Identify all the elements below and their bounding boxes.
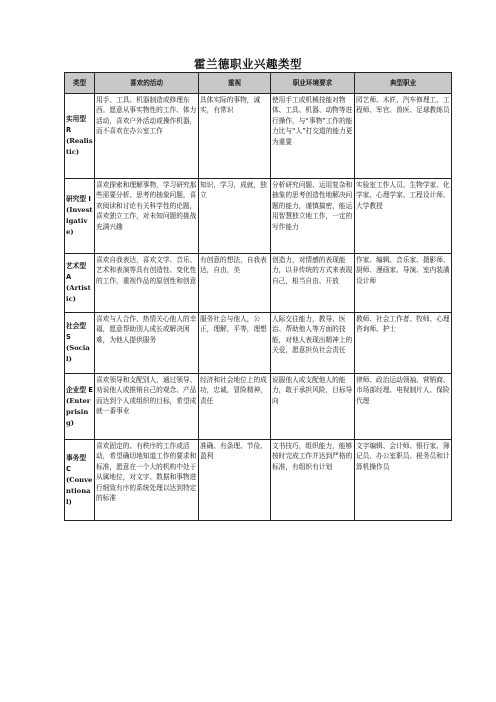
type-en: (Social) [66,344,90,363]
activities-cell [95,440,199,521]
type-cell [65,374,95,440]
type-en: (Investigative) [66,206,93,236]
careers-cell [355,440,452,521]
type-cell [65,313,95,374]
activities-text: 喜欢固定的、有秩序的工作或活动，希望确切地知道工作的要求和标准，愿意在一个大的机构中处于从属地位，对文字、数据和事物进行细致有序的系统处理以达到特定的标准 [96,442,197,503]
type-en: (Enterprising) [66,396,91,427]
values-text: 具体实际的事物，诚实，有常识 [200,96,261,115]
values-cell [199,94,271,179]
activities-cell [95,313,199,374]
careers-text: 教师、社会工作者、牧师、心理咨询师、护士 [356,315,450,334]
type-en: (Conventional) [66,475,93,506]
type-en: (Realistic) [66,137,93,156]
activities-cell [95,374,199,440]
type-cn: 事务型 C [66,453,87,473]
table-row [65,254,452,313]
page-title: 霍兰德职业兴趣类型 [194,57,302,71]
values-text: 知识，学习，成就，独立 [200,181,267,200]
activities-text: 喜欢与人合作，热情关心他人的幸福，愿意帮助别人成长或解决困难，为他人提供服务 [96,315,197,344]
careers-cell [355,179,452,254]
values-cell [199,313,271,374]
table-row [65,313,452,374]
values-text: 准确、有条理、节俭、盈利 [200,442,267,461]
activities-cell [95,94,199,179]
environment-cell [271,440,355,521]
header-activities: 喜欢的活动 [95,73,199,94]
header-row [65,73,452,94]
table-row [65,440,452,521]
environment-text: 使用手工或机械技能对物体、工具、机器、动物等进行操作，与“事物”工作的能力比与“人”打交道的能力更为重要 [272,96,353,146]
type-cn: 实用型 R [66,115,87,134]
type-cell [65,254,95,313]
type-cn: 研究型 I [66,195,91,203]
environment-text: 说服他人或支配他人的能力，敢于承担风险，目标导向 [272,376,353,405]
type-cn: 艺术型 A [66,262,87,281]
environment-cell [271,313,355,374]
environment-cell [271,179,355,254]
type-cn: 社会型 S [66,322,87,341]
values-cell [199,374,271,440]
careers-cell [355,313,452,374]
type-cell [65,94,95,179]
type-cell [65,179,95,254]
type-en: (Artistic) [66,284,91,303]
values-cell [199,179,271,254]
activities-cell [95,254,199,313]
type-cn: 企业型 E [66,385,93,394]
holland-table [64,72,452,521]
values-text: 有创意的想法，自我表达，自由，美 [200,256,267,275]
careers-cell [355,374,452,440]
values-text: 服务社会与他人，公正，理解，平等，理想 [200,315,267,334]
activities-text: 喜欢领导和支配别人，通过领导、劝说他人或推销自己的观念、产品而达到个人或组织的目标，希望成就一番事业 [96,376,197,416]
careers-cell [355,254,452,313]
activities-text: 喜欢探索和理解事物，学习研究那些需要分析、思考的抽象问题，喜欢阅读和讨论有关科学性的论题，喜欢独立工作，对未知问题的挑战充满兴趣 [96,181,197,231]
header-careers: 典型职业 [355,73,452,94]
environment-cell [271,94,355,179]
table-row [65,179,452,254]
type-cell [65,440,95,521]
values-cell [199,440,271,521]
table-row [65,94,452,179]
careers-text: 园艺师、木匠、汽车修理工、工程师、军官、兽医、足球教练员 [356,96,450,115]
environment-text: 人际交往能力，教导、医治、帮助他人等方面的技能，对他人表现出精神上的关爱，愿意担负社会责任 [272,315,353,355]
activities-cell [95,179,199,254]
environment-cell [271,374,355,440]
activities-text: 喜欢自我表达，喜欢文学、音乐、艺术和表演等具有创造性、变化性的工作，重视作品的原创性和创意 [96,256,197,285]
header-type: 类型 [65,73,95,94]
header-values: 重视 [199,73,271,94]
environment-text: 分析研究问题、运用复杂和抽象的思考创造性地解决问题的能力，谨慎搞密，能运用智慧独立地工作，一定的写作能力 [272,181,353,231]
careers-text: 律师、政治运动领袖、营销商、市场部经理、电视制片人、保险代理 [356,376,450,405]
environment-cell [271,254,355,313]
environment-text: 文书技巧，组织能力，能够按时完成工作并达到严格的标准，有组织有计划 [272,442,353,471]
careers-cell [355,94,452,179]
careers-text: 文字编辑、会计师、银行家、簿记员、办公室职员、税务员和计算机操作员 [356,442,450,471]
careers-text: 作家、编辑、音乐家、摄影师、厨师、漫画家、导演、室内装潢设计师 [356,256,450,285]
values-cell [199,254,271,313]
table-row [65,374,452,440]
environment-text: 创造力，对情感的表现能力，以非传统的方式来表现自己，相当自由、开放 [272,256,353,285]
careers-text: 实验室工作人员、生物学家、化学家、心理学家、工程设计师、大学教授 [356,181,450,210]
activities-text: 用手、工具、机器制造或修理东西。愿意从事实物性的工作、体力活动，喜欢户外活动或操作机器，而不喜欢在办公室工作 [96,96,197,136]
header-environment: 职业环境要求 [271,73,355,94]
values-text: 经济和社会地位上的成功，忠诚，冒险精神，责任 [200,376,267,405]
